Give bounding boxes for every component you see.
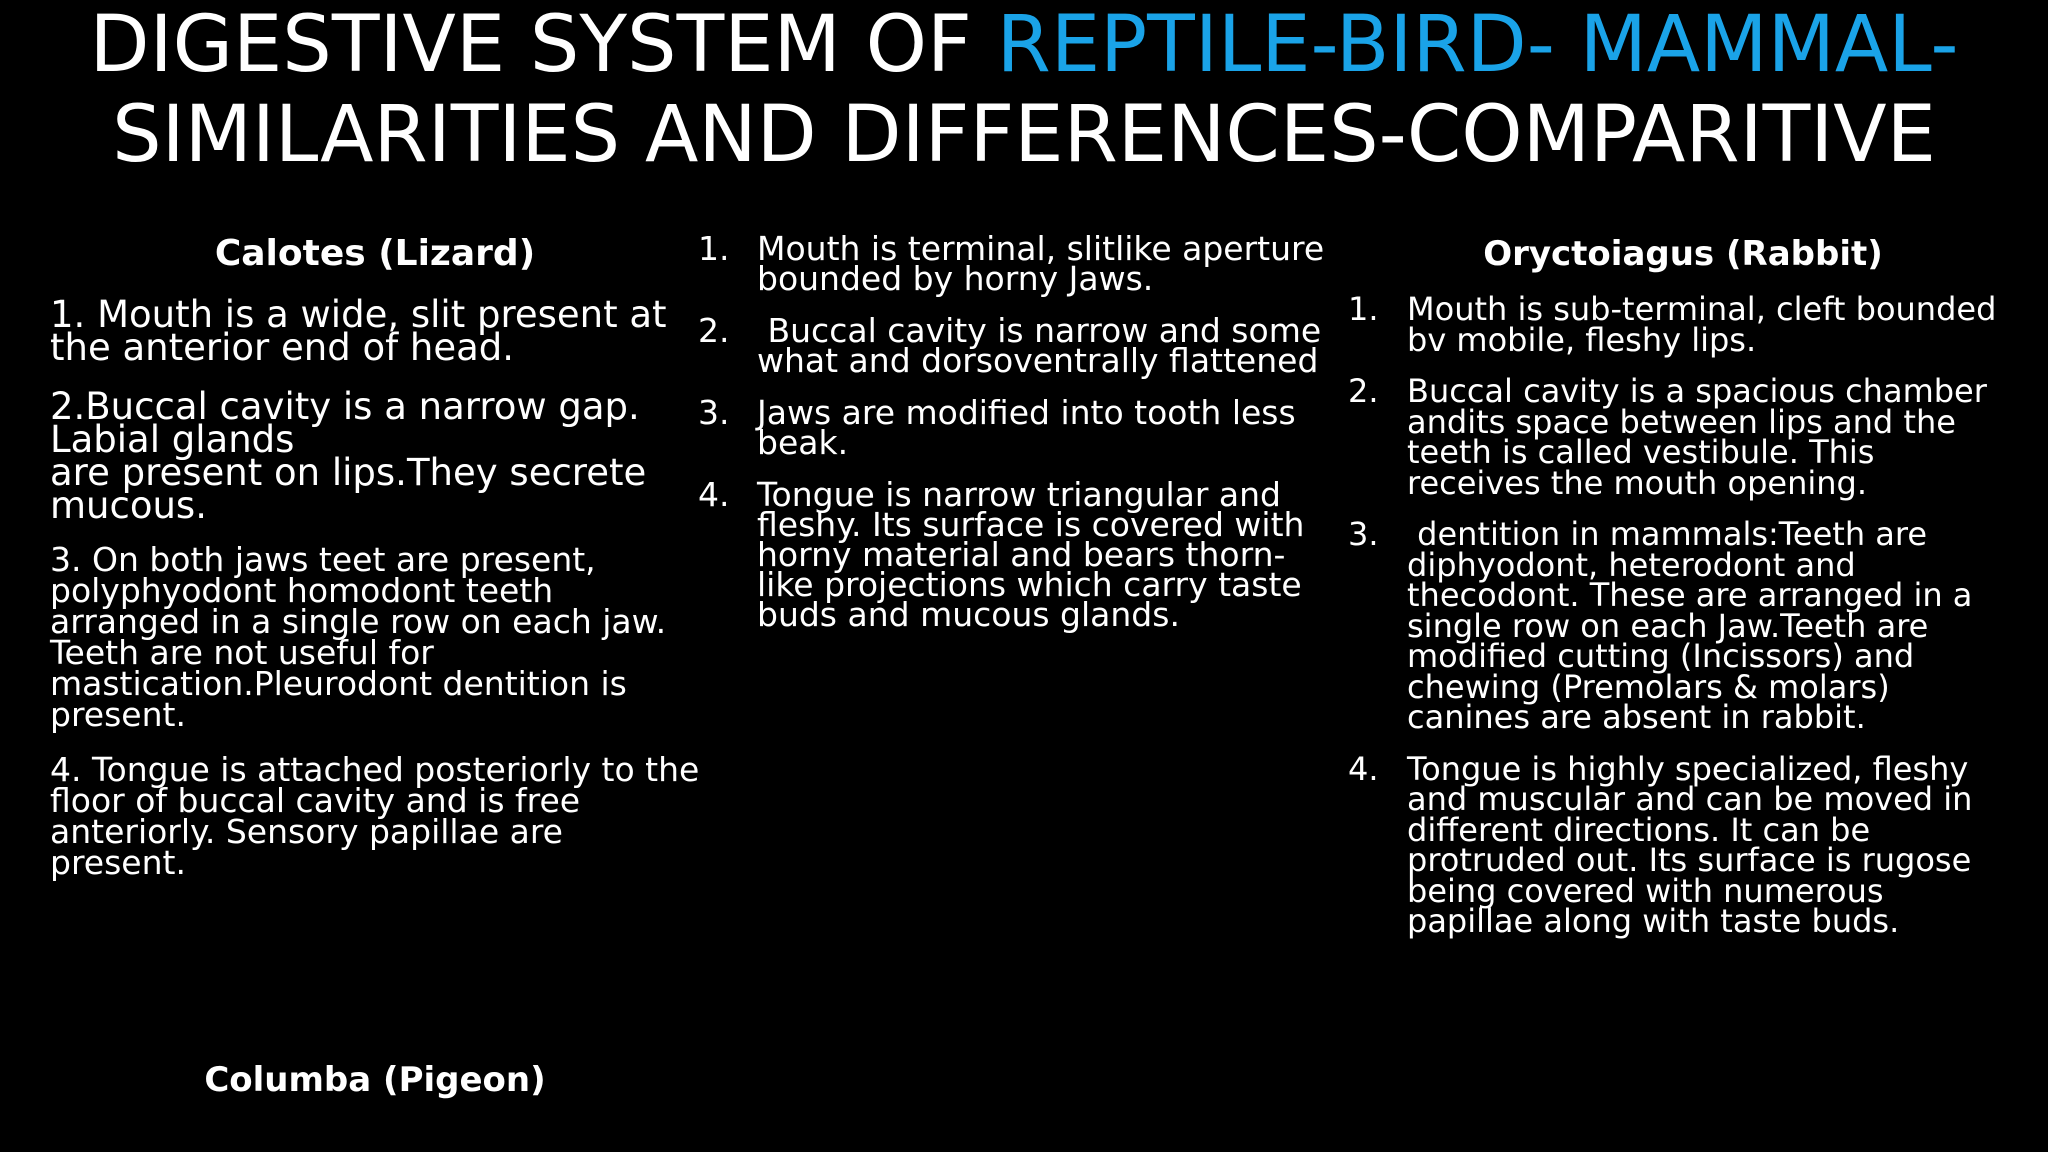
rabbit-point-4 [1348,749,2018,940]
title-prefix: DIGESTIVE SYSTEM OF [89,0,997,90]
title-line-1 [0,0,2048,90]
bird-point-3-text: Jaws are modified into tooth less beak. [757,393,1296,462]
slide-title [0,0,2048,180]
lizard-point-2a: 2.Buccal cavity is a narrow gap. Labial glands [50,385,640,461]
bird-point-2-text: Buccal cavity is narrow and some what and dorsoventrally flattened [757,311,1332,380]
bird-point-2-number: 2. [698,311,730,350]
rabbit-point-3-text: dentition in mammals:Teeth are diphyodont, heterodont and thecodont. These are arranged in a single row on each Jaw.Teeth are modified cutting (Incissors) and chewing (Premolars & molars) canines are absent in rabbit. [1407,515,1983,736]
title-line-2: SIMILARITIES AND DIFFERENCES-COMPARITIVE [112,90,1936,180]
bird-point-1 [698,229,1338,298]
bird-point-2 [698,311,1338,380]
lizard-point-1: 1. Mouth is a wide, slit present at the anterior end of head. [50,293,667,369]
lizard-point-3: 3. On both jaws teet are present, polyphyodont homodont teeth arranged in a single row on each jaw. Teeth are not useful for mastication.Pleurodont dentition is present. [50,540,667,734]
bird-point-1-text: Mouth is terminal, slitlike aperture bounded by horny Jaws. [757,229,1325,298]
pigeon-heading: Columba (Pigeon) [204,1060,546,1100]
bird-point-4-text: Tongue is narrow triangular and fleshy. Its surface is covered with horny material and bears thorn-like projections which carry taste buds and mucous glands. [757,475,1305,634]
bird-point-4-number: 4. [698,475,730,514]
lizard-heading: Calotes (Lizard) [214,233,536,274]
rabbit-point-2 [1348,372,2018,502]
rabbit-point-1-text: Mouth is sub-terminal, cleft bounded bv mobile, fleshy lips. [1407,290,1997,359]
bird-point-3-number: 3. [698,393,730,432]
rabbit-column [1348,232,2018,958]
bird-column [698,229,1338,652]
lizard-point-4: 4. Tongue is attached posteriorly to the floor of buccal cavity and is free anteriorly. Sensory papillae are present. [50,750,700,882]
rabbit-point-1 [1348,290,2018,359]
rabbit-point-3-number: 3. [1348,515,1379,553]
bird-point-4 [698,475,1338,634]
title-accent: REPTILE-BIRD- MAMMAL- [996,0,1959,90]
lizard-point-2b: are present on lips.They secrete mucous. [50,451,647,527]
rabbit-point-3 [1348,515,2018,736]
rabbit-heading: Oryctoiagus (Rabbit) [1483,234,1883,274]
bird-point-1-number: 1. [698,229,730,268]
lizard-column [50,232,700,882]
rabbit-point-2-text: Buccal cavity is a spacious chamber andits space between lips and the teeth is called vestibule. This receives the mouth opening. [1407,372,1987,502]
rabbit-point-2-number: 2. [1348,372,1379,410]
rabbit-point-1-number: 1. [1348,290,1379,328]
rabbit-point-4-text: Tongue is highly specialized, fleshy and muscular and can be moved in different directions. It can be protruded out. Its surface is rugose being covered with numerous papillae along with taste buds. [1407,749,1973,940]
bird-point-3 [698,393,1338,462]
lizard-point-2 [50,385,700,527]
rabbit-point-4-number: 4. [1348,749,1379,788]
